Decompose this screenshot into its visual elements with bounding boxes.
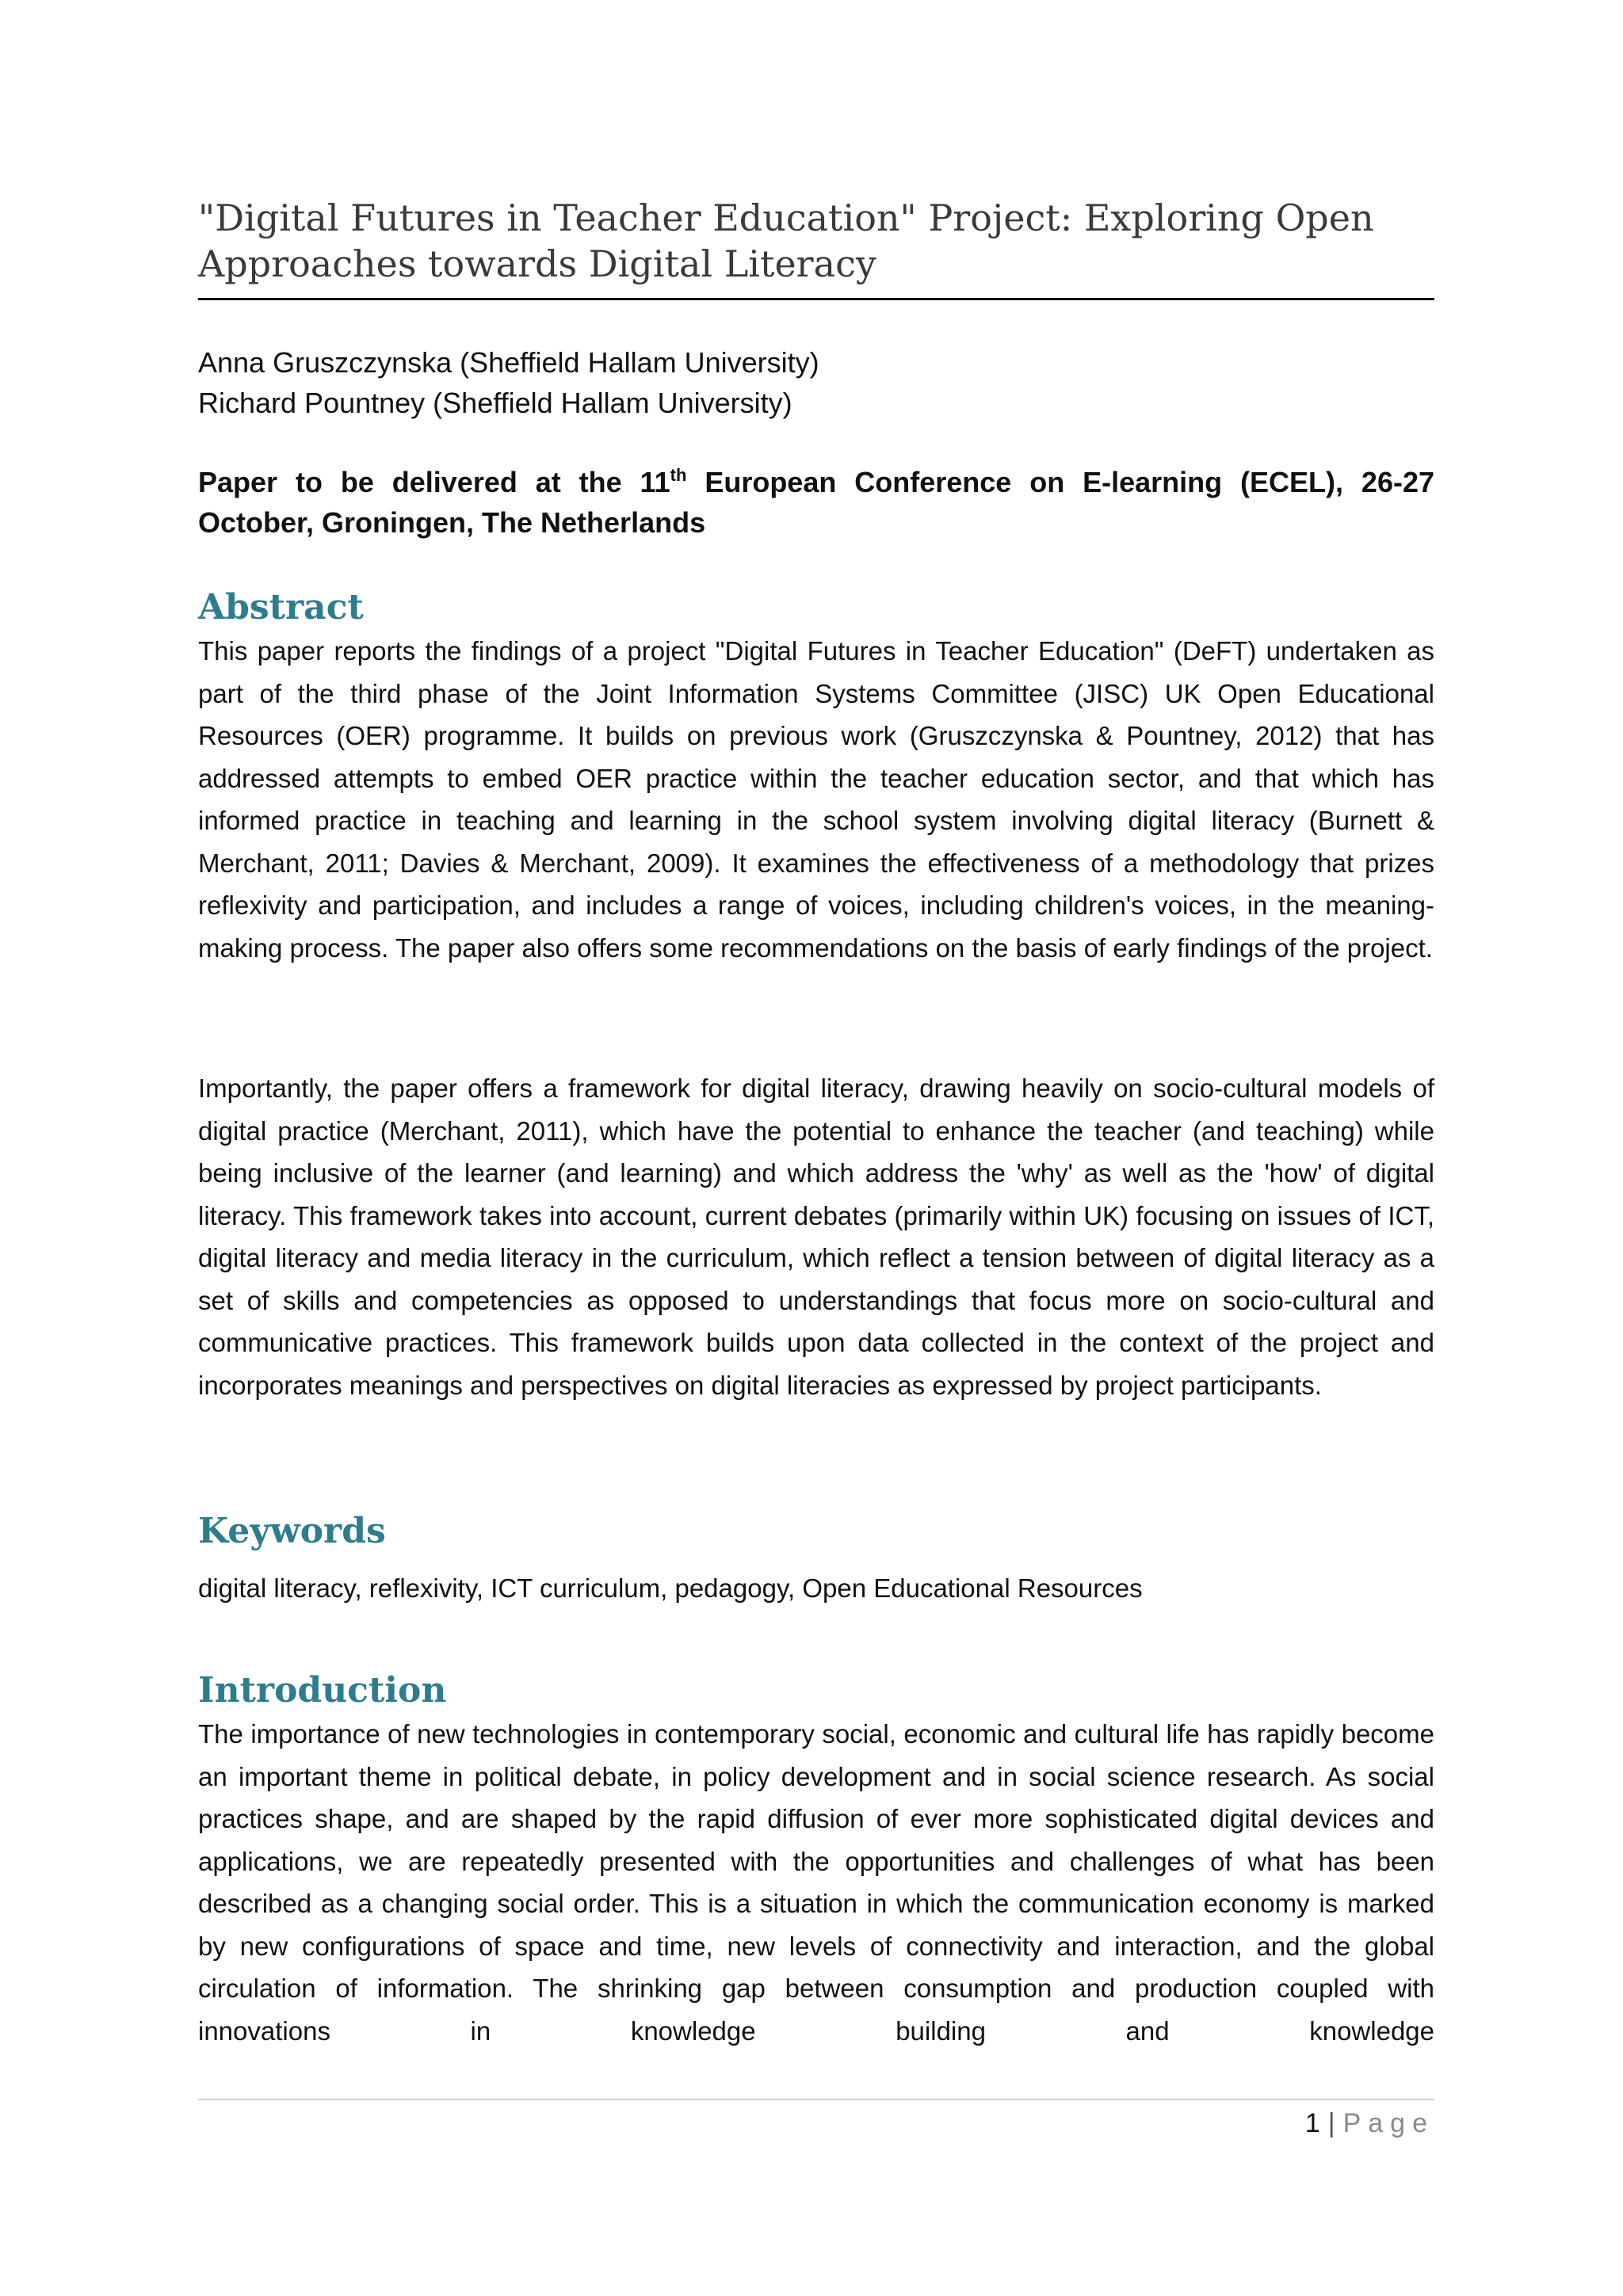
abstract-paragraph-1: This paper reports the findings of a project "Digital Futures in Teacher Education" (DeFT) undertaken as part of the third phase of the Joint Information Systems Committee (JISC) UK Open Educational Resources (OER) programme. It builds on previous work (Gruszczynska & Pountney, 2012) that has addressed attempts to embed OER practice within the teacher education sector, and that which has informed practice in teaching and learning in the school system involving digital literacy (Burnett & Merchant, 2011; Davies & Merchant, 2009). It examines the effectiveness of a methodology that prizes reflexivity and participation, and includes a range of voices, including children's voices, in the meaning-making process. The paper also offers some recommendations on the basis of early findings of the project. xyxy=(198,636,1434,963)
keywords-heading: Keywords xyxy=(198,1511,386,1551)
page-number: 1 xyxy=(1304,2108,1320,2138)
document-page xyxy=(198,0,1434,2296)
footer-separator: | xyxy=(1327,2108,1335,2138)
delivery-note-before: Paper to be delivered at the 11 xyxy=(198,466,670,498)
title-underline xyxy=(198,298,1434,300)
delivery-note-after: European Conference on E-learning (ECEL), 26-27 October, Groningen, The Netherlands xyxy=(198,466,1434,539)
abstract-heading: Abstract xyxy=(198,587,364,627)
introduction-paragraph: The importance of new technologies in contemporary social, economic and cultural life has rapidly become an important theme in political debate, in policy development and in social science research. As social practices shape, and are shaped by the rapid diffusion of ever more sophisticated digital devices and applications, we are repeatedly presented with the opportunities and challenges of what has been described as a changing social order. This is a situation in which the communication economy is marked by new configurations of space and time, new levels of connectivity and interaction, and the global circulation of information. The shrinking gap between consumption and production coupled with innovations in knowledge building and knowledge xyxy=(198,1719,1434,2046)
footer-divider xyxy=(198,2099,1434,2100)
abstract-paragraph-2: Importantly, the paper offers a framework for digital literacy, drawing heavily on socio-cultural models of digital practice (Merchant, 2011), which have the potential to enhance the teacher (and teaching) while being inclusive of the learner (and learning) and which address the 'why' as well as the 'how' of digital literacy. This framework takes into account, current debates (primarily within UK) focusing on issues of ICT, digital literacy and media literacy in the curriculum, which reflect a tension between of digital literacy as a set of skills and competencies as opposed to understandings that focus more on socio-cultural and communicative practices. This framework builds upon data collected in the context of the project and incorporates meanings and perspectives on digital literacies as expressed by project participants. xyxy=(198,1074,1434,1400)
page-footer xyxy=(1305,2104,1434,2142)
author-list xyxy=(198,342,1434,423)
page-label: Page xyxy=(1342,2108,1434,2138)
introduction-heading: Introduction xyxy=(198,1670,447,1711)
keywords-list: digital literacy, reflexivity, ICT curriculum, pedagogy, Open Educational Resources xyxy=(198,1573,1143,1603)
delivery-note xyxy=(198,462,1434,543)
author-1: Anna Gruszczynska (Sheffield Hallam University) xyxy=(198,346,819,379)
delivery-note-superscript: th xyxy=(670,465,687,485)
author-2: Richard Pountney (Sheffield Hallam University) xyxy=(198,387,792,419)
paper-title: "Digital Futures in Teacher Education" Project: Exploring Open Approaches towards Digital Literacy xyxy=(198,196,1374,285)
